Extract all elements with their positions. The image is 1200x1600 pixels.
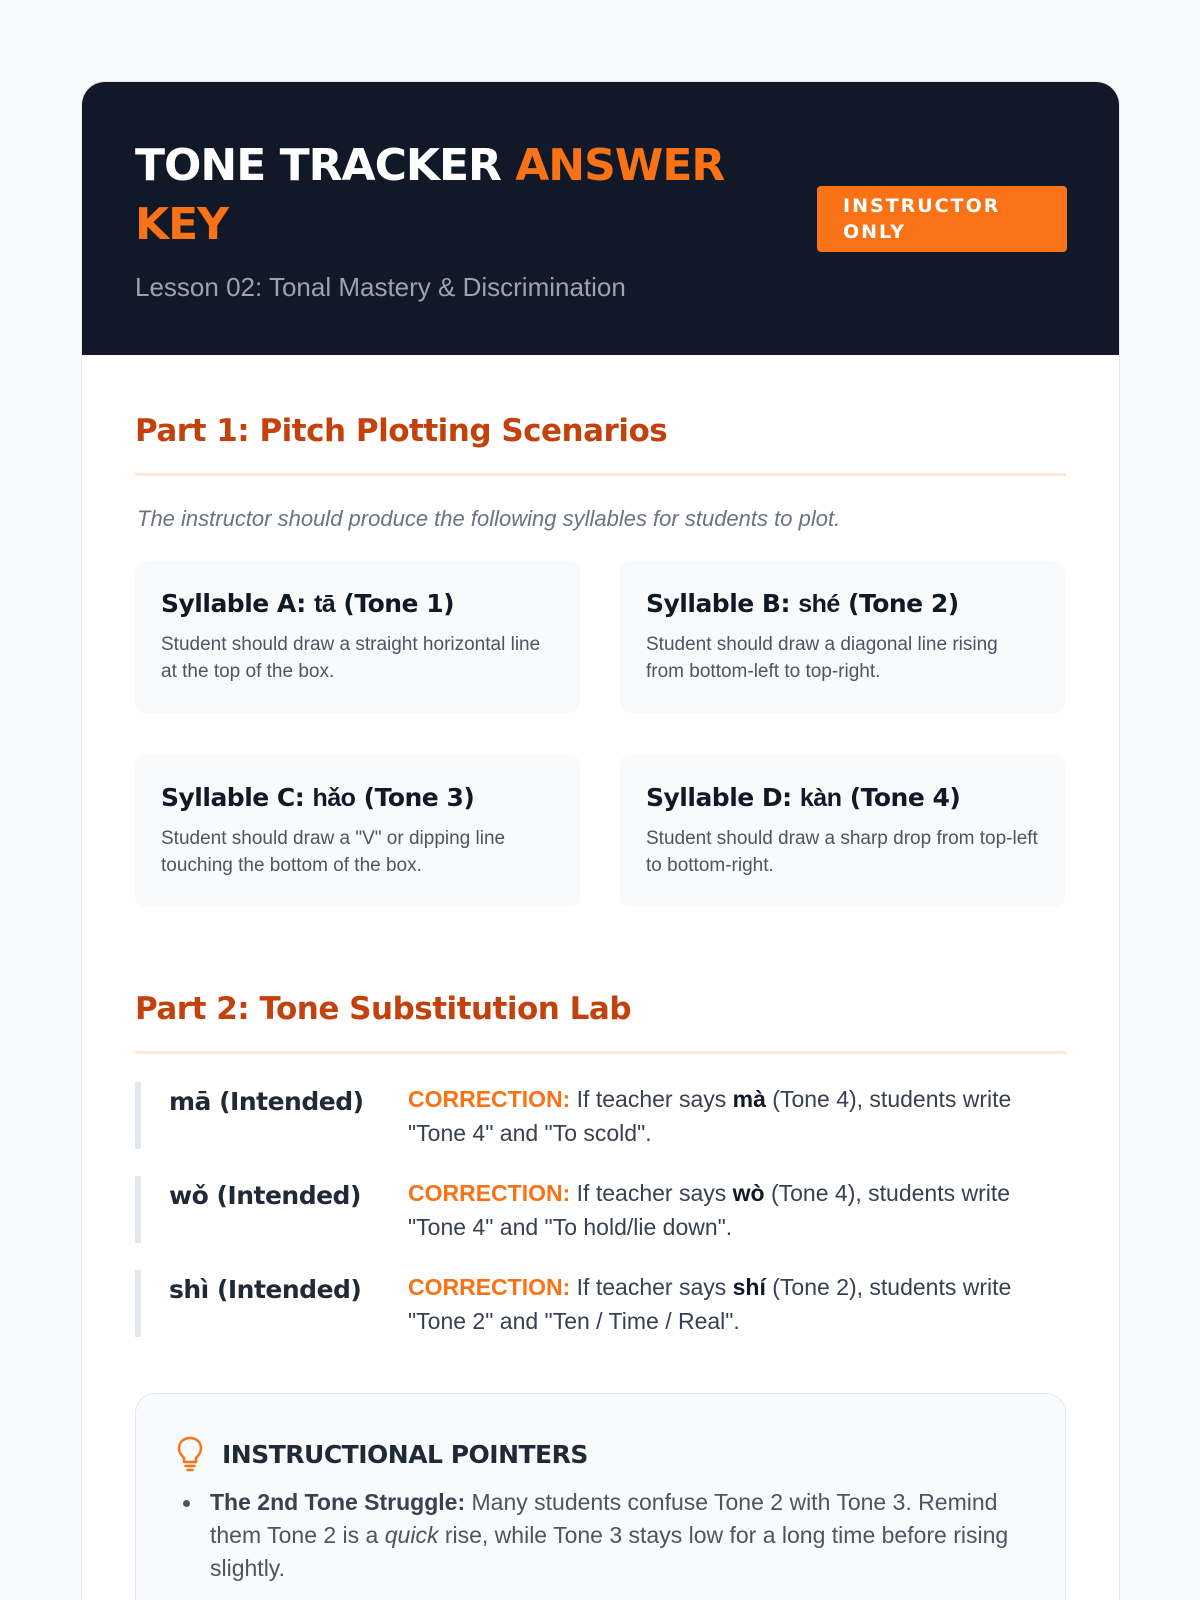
- substitution-list: [135, 1082, 1066, 1337]
- correction-pre: If teacher says: [576, 1180, 727, 1206]
- scenario-syllable: kàn: [799, 784, 842, 812]
- scenario-heading: [161, 783, 554, 813]
- scenario-tone: (Tone 1): [343, 589, 455, 618]
- part1-title: Part 1: Pitch Plotting Scenarios: [135, 413, 668, 449]
- instructor-only-badge: [817, 186, 1067, 252]
- scenario-syllable: hǎo: [312, 784, 356, 812]
- scenario-heading: [646, 783, 1039, 813]
- scenario-label: Syllable C:: [161, 783, 305, 812]
- said-syllable: mà: [732, 1086, 766, 1112]
- scenario-description: Student should draw a sharp drop from top-left to bottom-right.: [646, 828, 1038, 876]
- scenario-grid: [135, 561, 1066, 907]
- section-divider: [135, 1051, 1066, 1054]
- intended-syllable: shì (Intended): [169, 1275, 362, 1304]
- title-accent: ANSWER KEY: [135, 140, 725, 250]
- correction-post: (Tone 4), students write "Tone 4" and "To hold/lie down".: [408, 1180, 1011, 1240]
- scenario-label: Syllable B:: [646, 589, 790, 618]
- page-title: [135, 136, 815, 254]
- correction-text: [408, 1082, 1058, 1150]
- correction-text: [408, 1270, 1058, 1338]
- pointer-lead: The 2nd Tone Struggle:: [210, 1489, 466, 1515]
- scenario-description: Student should draw a straight horizontal line at the top of the box.: [161, 634, 541, 682]
- said-syllable: wò: [732, 1180, 765, 1206]
- title-main: TONE TRACKER: [135, 140, 501, 191]
- instructional-pointers-panel: [135, 1393, 1066, 1600]
- pointer-list: [176, 1486, 1025, 1585]
- intended-syllable: mā (Intended): [169, 1087, 364, 1116]
- part2-title: Part 2: Tone Substitution Lab: [135, 991, 632, 1027]
- section-divider: [135, 473, 1066, 476]
- correction-label: CORRECTION:: [408, 1086, 571, 1112]
- correction-pre: If teacher says: [576, 1086, 727, 1112]
- content: [82, 413, 1119, 1600]
- badge-line-1: INSTRUCTOR: [843, 195, 1001, 217]
- pointer-text: Many students confuse Tone 2 with Tone 3. Remind them Tone 2 is a: [210, 1489, 998, 1548]
- scenario-card: [620, 755, 1065, 907]
- scenario-syllable: tā: [313, 590, 336, 618]
- lightbulb-icon: [176, 1436, 204, 1472]
- answer-key-card: [81, 81, 1120, 1600]
- pointers-header: [176, 1436, 1025, 1472]
- scenario-description: Student should draw a "V" or dipping line touching the bottom of the box.: [161, 828, 506, 876]
- correction-label: CORRECTION:: [408, 1180, 571, 1206]
- scenario-card: [620, 561, 1065, 713]
- pointer-text: rise, while Tone 3 stays low for a long time before rising slightly.: [210, 1522, 1009, 1581]
- substitution-row: [135, 1270, 1066, 1337]
- scenario-description: Student should draw a diagonal line rising from bottom-left to top-right.: [646, 634, 998, 682]
- part1-instruction: The instructor should produce the following syllables for students to plot.: [137, 506, 841, 531]
- scenario-card: [135, 561, 580, 713]
- scenario-label: Syllable D:: [646, 783, 792, 812]
- scenario-heading: [161, 589, 554, 619]
- scenario-card: [135, 755, 580, 907]
- badge-line-2: ONLY: [843, 221, 906, 243]
- scenario-heading: [646, 589, 1039, 619]
- scenario-tone: (Tone 2): [848, 589, 959, 618]
- scenario-tone: (Tone 4): [849, 783, 961, 812]
- lesson-subtitle: Lesson 02: Tonal Mastery & Discrimination: [135, 272, 626, 302]
- pointers-title: INSTRUCTIONAL POINTERS: [222, 1439, 588, 1469]
- correction-post: (Tone 2), students write "Tone 2" and "Ten / Time / Real".: [408, 1274, 1012, 1334]
- scenario-label: Syllable A:: [161, 589, 306, 618]
- correction-post: (Tone 4), students write "Tone 4" and "To scold".: [408, 1086, 1012, 1146]
- substitution-row: [135, 1176, 1066, 1243]
- said-syllable: shí: [732, 1274, 766, 1300]
- correction-pre: If teacher says: [576, 1274, 727, 1300]
- correction-text: [408, 1176, 1058, 1244]
- pointer-emphasis: quick: [384, 1522, 439, 1548]
- header: [82, 82, 1119, 355]
- pointer-item: [176, 1486, 1025, 1585]
- intended-syllable: wǒ (Intended): [169, 1181, 361, 1210]
- scenario-tone: (Tone 3): [363, 783, 475, 812]
- substitution-row: [135, 1082, 1066, 1149]
- scenario-syllable: shé: [798, 590, 840, 618]
- correction-label: CORRECTION:: [408, 1274, 571, 1300]
